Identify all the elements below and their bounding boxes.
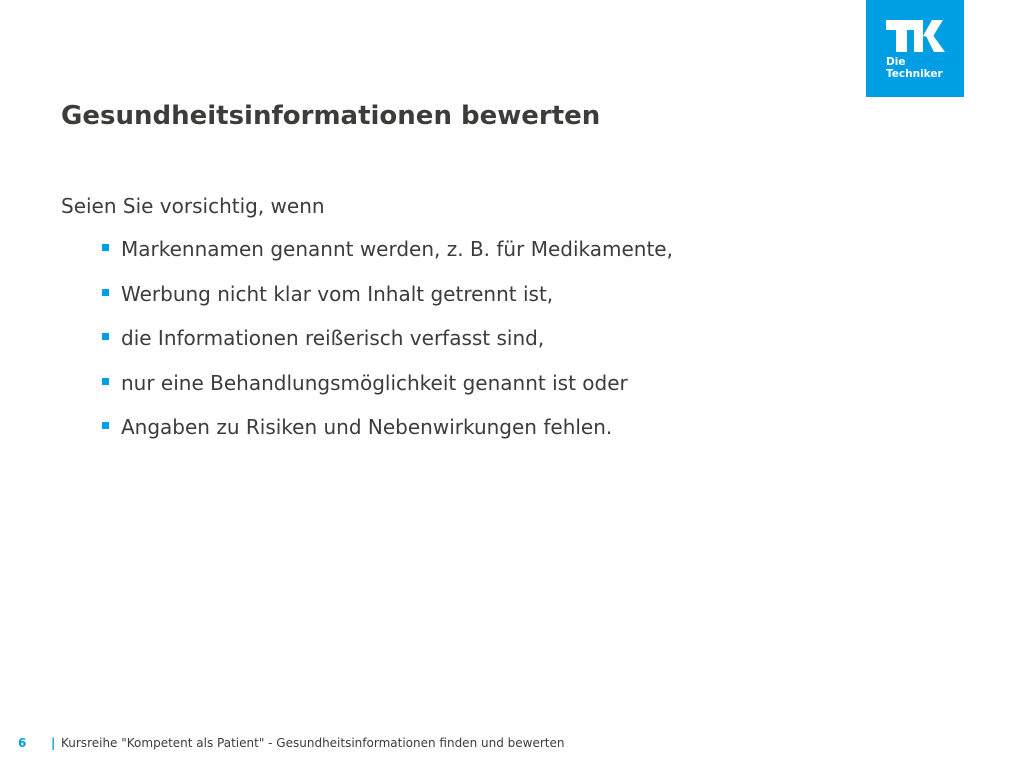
bullet-square-icon [102, 378, 109, 385]
bullet-text: Angaben zu Risiken und Nebenwirkungen fehlen. [121, 415, 613, 439]
bullet-square-icon [102, 422, 109, 429]
bullet-text: Markennamen genannt werden, z. B. für Medikamente, [121, 237, 673, 261]
bullet-square-icon [102, 244, 109, 251]
bullet-text: nur eine Behandlungsmöglichkeit genannt ist oder [121, 370, 628, 395]
slide-title: Gesundheitsinformationen bewerten [61, 101, 601, 131]
logo-brand-line2: Techniker [886, 68, 943, 80]
bullet-text: Werbung nicht klar vom Inhalt getrennt ist, [121, 281, 554, 306]
bullet-text: die Informationen reißerisch verfasst sind, [121, 326, 545, 350]
logo-brand-text [886, 56, 943, 80]
footer-separator: | [51, 736, 56, 750]
tk-logo-icon [866, 0, 964, 97]
page-number: 6 [18, 736, 27, 750]
tk-logo [866, 0, 964, 97]
bullet-square-icon [102, 333, 109, 340]
bullet-square-icon [102, 289, 109, 296]
logo-brand-line1: Die [886, 56, 906, 68]
slide-intro: Seien Sie vorsichtig, wenn [61, 194, 325, 218]
footer-course-text: Kursreihe "Kompetent als Patient" - Gesundheitsinformationen finden und bewerten [61, 736, 565, 750]
